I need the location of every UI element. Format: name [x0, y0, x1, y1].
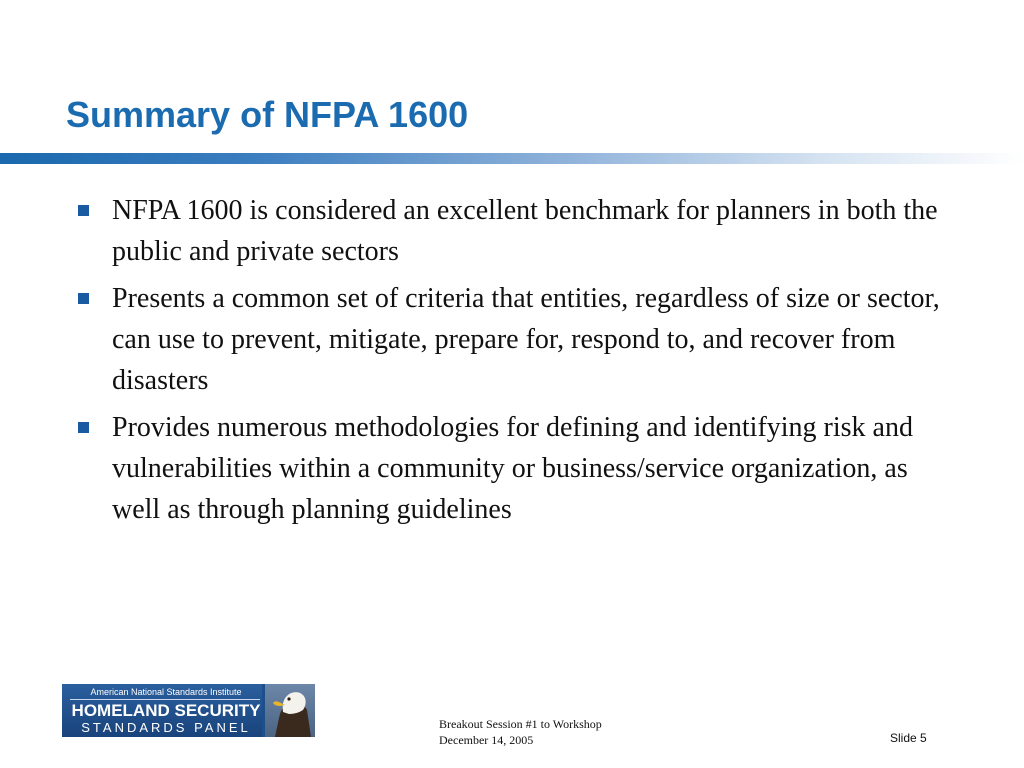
logo-line-standards: STANDARDS PANEL	[81, 720, 251, 735]
list-item	[78, 407, 958, 530]
title-divider	[0, 153, 1024, 164]
list-item	[78, 190, 958, 272]
logo-text-panel	[62, 684, 262, 737]
event-title: Breakout Session #1 to Workshop	[439, 717, 602, 731]
bullet-text: Provides numerous methodologies for defining and identifying risk and vulnerabilities within a community or business/service organization, as well as through planning guidelines	[112, 412, 913, 525]
logo-divider	[70, 699, 260, 700]
square-bullet-icon	[78, 293, 89, 304]
square-bullet-icon	[78, 422, 89, 433]
slide-number: Slide 5	[890, 731, 927, 745]
logo-line-homeland: HOMELAND SECURITY	[71, 701, 261, 720]
square-bullet-icon	[78, 205, 89, 216]
list-item	[78, 278, 958, 401]
slide-title: Summary of NFPA 1600	[66, 94, 469, 135]
hssp-logo	[62, 684, 315, 737]
bullet-text: Presents a common set of criteria that entities, regardless of size or sector, can use to prevent, mitigate, prepare for, respond to, and recover from disasters	[112, 283, 940, 396]
eagle-icon	[265, 684, 315, 737]
bullet-text: NFPA 1600 is considered an excellent benchmark for planners in both the public and private sectors	[112, 195, 938, 267]
bullet-list	[78, 190, 958, 536]
event-date: December 14, 2005	[439, 733, 534, 747]
logo-line-ansi: American National Standards Institute	[90, 687, 242, 697]
event-footer	[439, 716, 602, 748]
